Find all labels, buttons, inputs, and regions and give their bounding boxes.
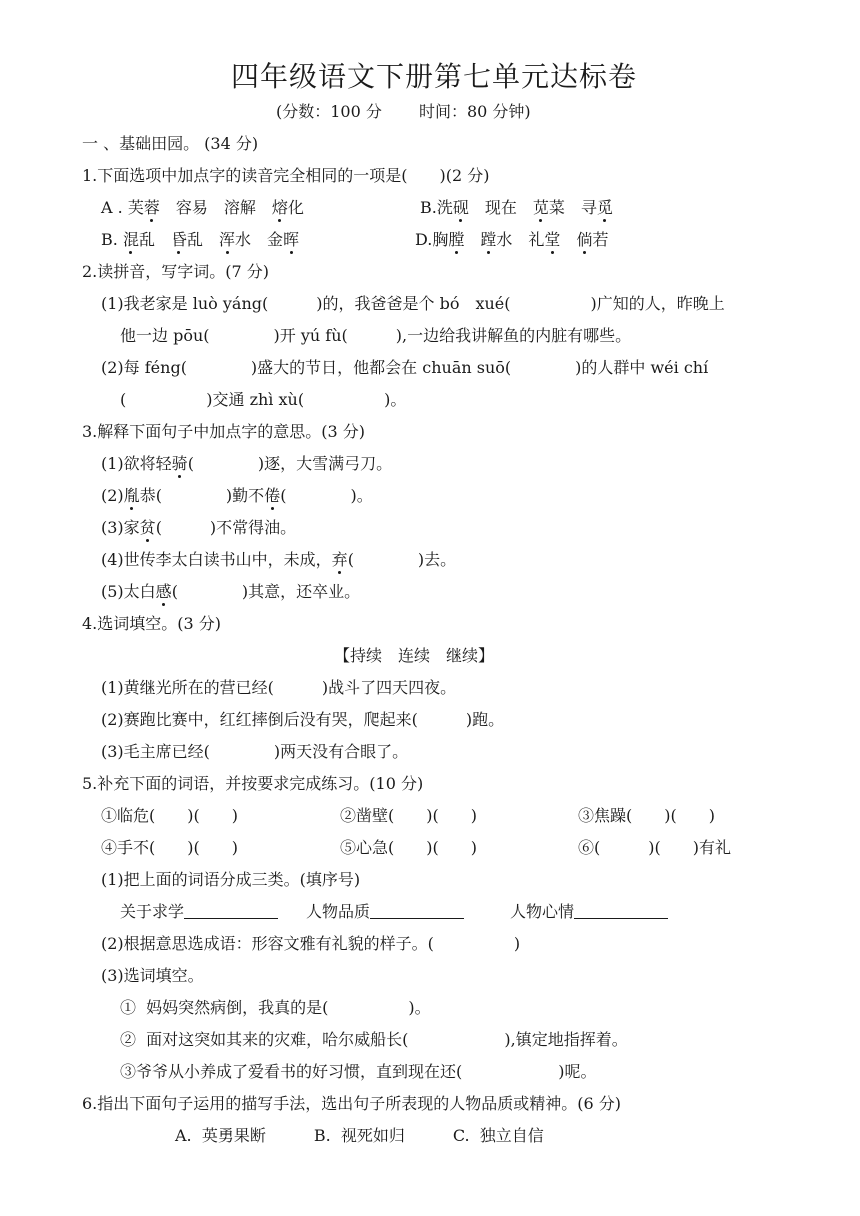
q1-option-b[interactable]: B.洗砚 现在 苋菜 寻觅 <box>420 198 613 217</box>
q1-option-d[interactable]: D.胸膛 蹚水 礼堂 倘若 <box>415 230 609 249</box>
q4-word-bank: 【持续 连续 继续】 <box>334 646 495 665</box>
answer-blank[interactable] <box>370 902 464 919</box>
q3-line-2[interactable]: (2)胤恭( )勤不倦( )。 <box>101 486 373 505</box>
section-heading: 一 、基础田园。 (34 分) <box>82 134 259 153</box>
category-label: 关于求学 <box>120 902 185 921</box>
q5-sub-3: (3)选词填空。 <box>101 966 204 985</box>
page-title: 四年级语文下册第七单元达标卷 <box>231 60 638 93</box>
page-subtitle: (分数：100 分 时间：80 分钟) <box>276 102 531 121</box>
answer-blank[interactable] <box>184 902 278 919</box>
q2-line-4[interactable]: ( )交通 zhì xù( )。 <box>120 390 407 409</box>
q5-sub-2[interactable]: (2)根据意思选成语：形容文雅有礼貌的样子。( ) <box>101 934 521 953</box>
q3-line-3[interactable]: (3)家贫( )不常得油。 <box>101 518 297 537</box>
q3-line-4[interactable]: (4)世传李太白读书山中，未成，弃( )去。 <box>101 550 457 569</box>
q3-line-1[interactable]: (1)欲将轻骑( )逐，大雪满弓刀。 <box>101 454 393 473</box>
question-4-stem: 4.选词填空。(3 分) <box>82 614 222 633</box>
q2-line-2[interactable]: 他一边 pōu( )开 yú fù( ),一边给我讲解鱼的内脏有哪些。 <box>120 326 632 345</box>
question-3-stem: 3.解释下面句子中加点字的意思。(3 分) <box>82 422 366 441</box>
q2-line-1[interactable]: (1)我老家是 luò yáng( )的，我爸爸是个 bó xué( )广知的人，昨晚上 <box>101 294 725 313</box>
q1-option-a[interactable]: A . 芙蓉 容易 溶解 熔化 <box>101 198 304 217</box>
q5-categories[interactable] <box>120 902 668 922</box>
q1-option-c[interactable]: B. 混乱 昏乱 浑水 金晖 <box>101 230 300 249</box>
question-2-stem: 2.读拼音，写字词。(7 分) <box>82 262 270 281</box>
q4-line-1[interactable]: (1)黄继光所在的营已经( )战斗了四天四夜。 <box>101 678 457 697</box>
answer-blank[interactable] <box>574 902 668 919</box>
q5-word-1[interactable]: ①临危( )( ) <box>101 806 238 825</box>
q5-fill-1[interactable]: ① 妈妈突然病倒，我真的是( )。 <box>120 998 431 1017</box>
q4-line-3[interactable]: (3)毛主席已经( )两天没有合眼了。 <box>101 742 409 761</box>
q6-options[interactable]: A. 英勇果断 B. 视死如归 C. 独立自信 <box>175 1126 544 1145</box>
question-5-stem: 5.补充下面的词语，并按要求完成练习。(10 分) <box>82 774 424 793</box>
category-label: 人物品质 <box>306 902 371 921</box>
q5-sub-1: (1)把上面的词语分成三类。(填序号) <box>101 870 361 889</box>
q5-word-5[interactable]: ⑤心急( )( ) <box>340 838 477 857</box>
q5-fill-3[interactable]: ③爷爷从小养成了爱看书的好习惯，直到现在还( )呢。 <box>120 1062 597 1081</box>
question-1-stem: 1.下面选项中加点字的读音完全相同的一项是( )(2 分) <box>82 166 490 185</box>
q2-line-3[interactable]: (2)每 féng( )盛大的节日，他都会在 chuān suō( )的人群中 wéi chí <box>101 358 709 377</box>
q5-word-4[interactable]: ④手不( )( ) <box>101 838 238 857</box>
q5-word-6[interactable]: ⑥( )( )有礼 <box>578 838 731 857</box>
q3-line-5[interactable]: (5)太白感( )其意，还卒业。 <box>101 582 361 601</box>
q5-word-3[interactable]: ③焦躁( )( ) <box>578 806 715 825</box>
category-label: 人物心情 <box>510 902 575 921</box>
q5-word-2[interactable]: ②凿壁( )( ) <box>340 806 477 825</box>
q5-fill-2[interactable]: ② 面对这突如其来的灾难，哈尔威船长( ),镇定地指挥着。 <box>120 1030 628 1049</box>
q4-line-2[interactable]: (2)赛跑比赛中，红红摔倒后没有哭，爬起来( )跑。 <box>101 710 505 729</box>
question-6-stem: 6.指出下面句子运用的描写手法，选出句子所表现的人物品质或精神。(6 分) <box>82 1094 622 1113</box>
